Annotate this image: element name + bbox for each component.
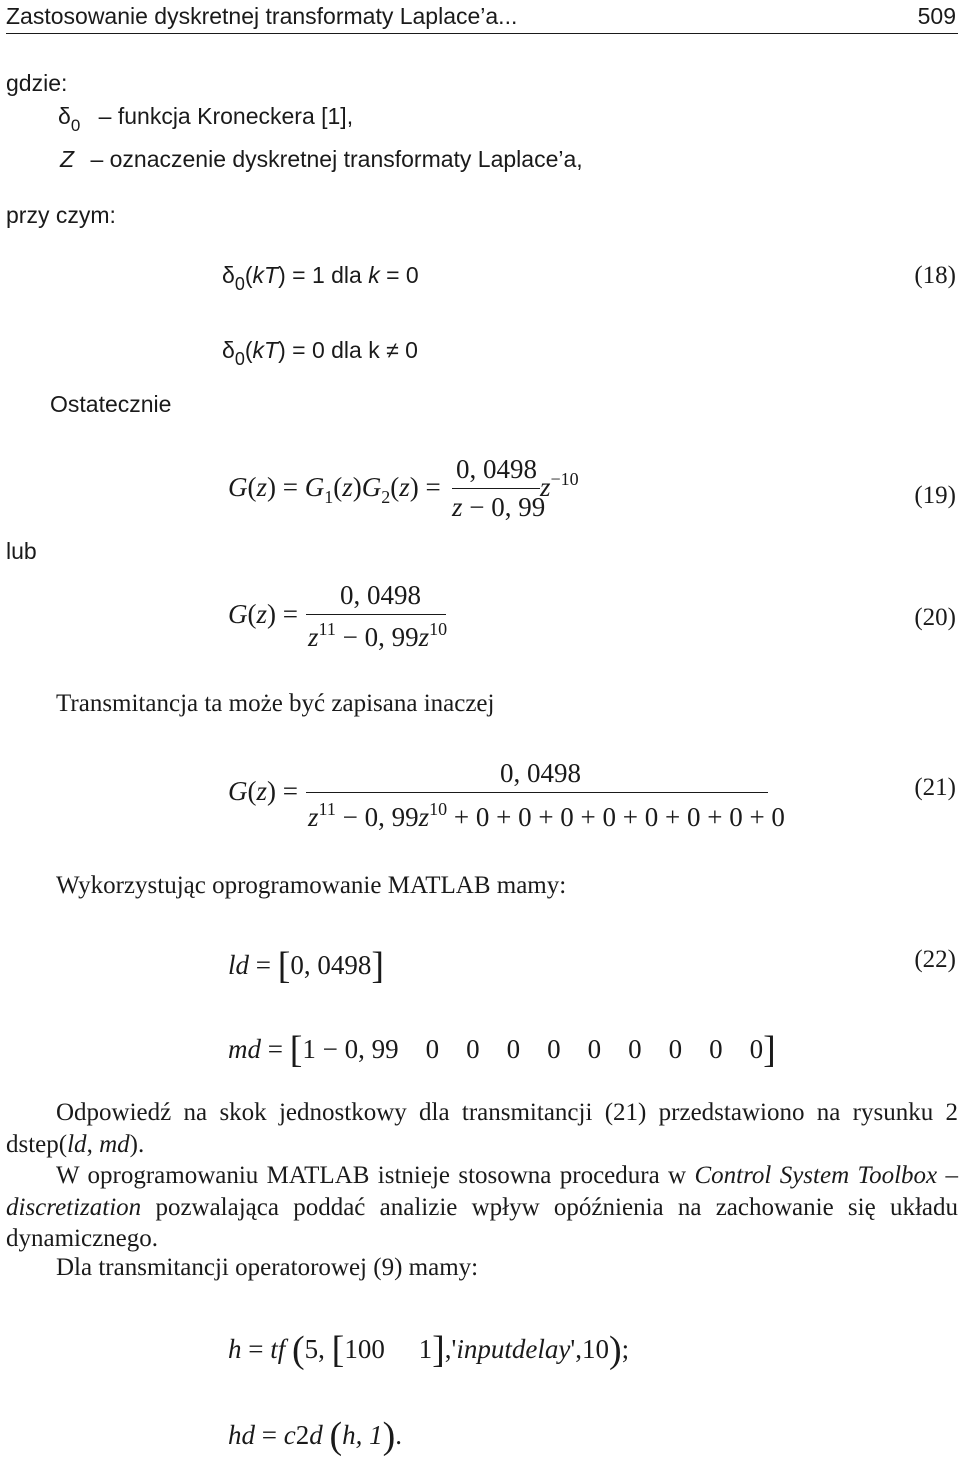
header-rule xyxy=(6,33,958,34)
eq19-numerator: 0, 0498 xyxy=(456,454,537,484)
definition-kronecker xyxy=(58,103,354,135)
p2-text-c: pozwalająca poddać analizie wpływ opóźnienia na zachowanie się układu dynamicznego. xyxy=(6,1193,958,1252)
h-arg-e: ',10 xyxy=(570,1334,609,1364)
lub-label: lub xyxy=(6,538,37,564)
wykorzystujac-text: Wykorzystując oprogramowanie MATLAB mamy: xyxy=(56,872,567,899)
p1-text: Odpowiedź na skok jednostkowy dla transmitancji (21) przedstawiono na rysunku 2 dstep( xyxy=(6,1099,958,1158)
eq18b-rhs: = 0 dla k ≠ 0 xyxy=(285,337,418,363)
eq20-exp10: 10 xyxy=(429,619,448,639)
p2-discretization: discretization xyxy=(6,1193,142,1221)
h-arg-a: 5, xyxy=(304,1334,332,1364)
przy-czym-label: przy czym: xyxy=(6,202,116,228)
equation-number-20: (20) xyxy=(914,604,956,631)
paragraph-matlab xyxy=(6,1160,958,1255)
eq21-exp11: 11 xyxy=(318,799,336,819)
hd-args: h, 1 xyxy=(342,1420,383,1450)
eq-hd-c2d: hd = c2d (h, 1). xyxy=(228,1415,403,1457)
equation-number-22: (22) xyxy=(914,946,956,973)
eq20-den-mid: − 0, 99 xyxy=(335,622,419,652)
ld-value: 0, 0498 xyxy=(290,950,372,980)
h-inputdelay: inputdelay xyxy=(456,1334,571,1364)
eq20-numerator: 0, 0498 xyxy=(340,580,421,610)
eq21-numerator: 0, 0498 xyxy=(500,758,581,788)
running-title: Zastosowanie dyskretnej transformaty Laplace’a... xyxy=(6,3,518,29)
paragraph-odpowiedz xyxy=(6,1097,958,1160)
paragraph-dla-transmitancji: Dla transmitancji operatorowej (9) mamy: xyxy=(56,1254,479,1281)
p1-md: md xyxy=(99,1130,130,1158)
eq18-tail: = 0 xyxy=(379,262,419,288)
eq19-den-value: 0, 99 xyxy=(491,492,546,522)
h-semicolon: ; xyxy=(621,1334,630,1364)
eq21-den-mid: − 0, 99 xyxy=(335,802,419,832)
p2-text-a: W oprogramowaniu MATLAB istnieje stosowna procedura w xyxy=(56,1162,695,1189)
eq21-den-tail: + 0 + 0 + 0 + 0 + 0 + 0 + 0 + 0 xyxy=(447,802,785,832)
page-number: 509 xyxy=(917,3,956,29)
eq21-fraction-bar xyxy=(306,792,768,793)
ostatecznie-label: Ostatecznie xyxy=(50,391,172,417)
eq19-denominator: z − 0, 99 xyxy=(452,492,546,522)
eq-h-tf: h = tf (5, [100 1],'inputdelay',10); xyxy=(228,1329,630,1371)
delta-symbol: $\delta_0$ xyxy=(58,103,81,135)
transmitancja-text: Transmitancja ta może być zapisana inaczej xyxy=(56,690,495,717)
eq21-lhs: G(z) = xyxy=(228,776,298,806)
gdzie-label: gdzie: xyxy=(6,70,68,96)
eq19-exponent: −10 xyxy=(550,469,579,489)
h-arg-b: 100 1 xyxy=(344,1334,433,1364)
p2-control-system-toolbox: Control System Toolbox xyxy=(694,1162,938,1189)
equation-number-19: (19) xyxy=(914,482,956,509)
eq20-exp11: 11 xyxy=(318,619,336,639)
eq19-lhs: $G(z) = G_1(z)G_2(z)$ = xyxy=(228,472,441,507)
md-value: 1 − 0, 99 0 0 0 0 0 0 0 0 0 xyxy=(302,1034,764,1064)
eq20-lhs: G(z) = xyxy=(228,599,298,629)
h-arg-c: ,' xyxy=(444,1334,457,1364)
eq19-fraction-bar xyxy=(452,488,540,489)
eq21-denominator: $z^{11} - 0$, $99z^{10} + 0 + 0 + 0 + 0 + 0 + 0 + 0 + 0$ xyxy=(308,799,785,832)
equation-number-21: (21) xyxy=(914,774,956,801)
eq22-md: md = [1 − 0, 99 0 0 0 0 0 0 0 0 0] xyxy=(228,1029,776,1071)
eq20-denominator: $z^{11} - 0$, $99z^{10}$ xyxy=(308,619,448,652)
eq21-exp10: 10 xyxy=(429,799,448,819)
z-symbol: Z xyxy=(60,146,75,172)
eq18-rhs: = 1 dla xyxy=(285,262,369,288)
definition-kronecker-text: – funkcja Kroneckera [1], xyxy=(98,103,354,129)
p1-ld: ld xyxy=(67,1130,87,1158)
eq20-fraction-bar xyxy=(306,614,446,615)
definition-z-text: – oznaczenie dyskretnej transformaty Laplace’a, xyxy=(90,146,583,172)
definition-z xyxy=(60,146,583,173)
equation-number-18: (18) xyxy=(914,262,956,289)
eq22-ld: ld = [0, 0498] xyxy=(228,945,385,987)
p2-dash: – xyxy=(937,1162,958,1189)
equation-18a: $\delta_0(kT) = 1$ dla k = 0 xyxy=(222,262,419,294)
p1-end: ). xyxy=(129,1130,145,1158)
equation-18b: $\delta_0(kT) = 0$ dla k ≠ 0 xyxy=(222,337,418,369)
eq19-z-power: $z^{-10}$ xyxy=(540,469,579,502)
p1-sep: , xyxy=(86,1130,100,1158)
